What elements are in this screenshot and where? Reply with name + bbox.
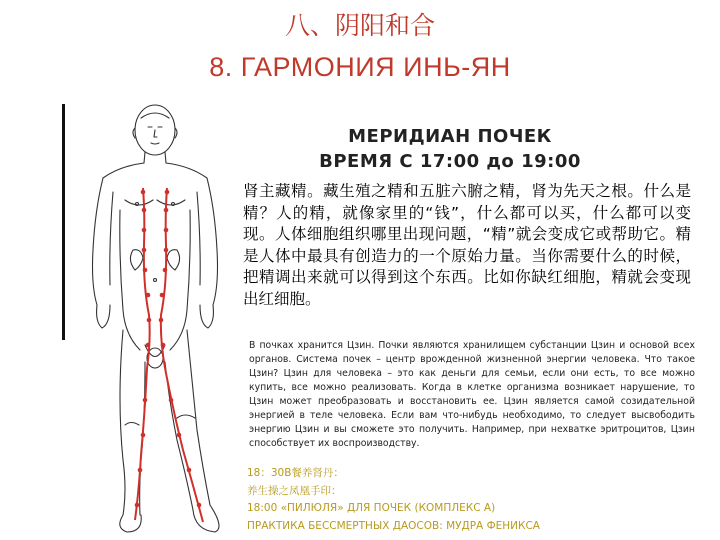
meridian-heading: МЕРИДИАН ПОЧЕК <box>348 126 552 147</box>
footer-line: 18：30B餐养肾丹： <box>247 467 344 479</box>
footer-notes <box>247 465 707 535</box>
kidney-meridian-body-illustration <box>65 100 235 540</box>
footer-line: 养生操之凤凰手印： <box>247 484 342 497</box>
chinese-paragraph: 肾主藏精。藏生殖之精和五脏六腑之精，肾为先天之根。什么是精？人的精，就像家里的“钱”，什么都可以买，什么都可以变现。人体细胞组织哪里出现问题，“精”就会变成它或帮助它。精是人体中最具有创造力的一个原始力量。当你需要什么的时候，把精调出来就可以得到这个东西。比如你缺红细胞，精就会变现出红细胞。 <box>243 182 691 308</box>
time-heading: ВРЕМЯ С 17:00 до 19:00 <box>319 151 581 172</box>
slide-title-russian: 8. ГАРМОНИЯ ИНЬ-ЯН <box>209 52 511 82</box>
footer-line: 18:00 «ПИЛЮЛЯ» ДЛЯ ПОЧЕК (КОМПЛЕКС А) <box>247 502 496 514</box>
russian-paragraph: В почках хранится Цзин. Почки являются хранилищем субстанции Цзин и основой всех органов. Система почек – центр врожденной жизненной энергии человека. Что такое Цзин? Цзин для человека – это как деньги для семьи, если они есть, то все можно купить, все можно реализовать. Когда в клетке организма возникает нарушение, то Цзин может преобразовать и восстановить ее. Цзин является самой созидательной энергией в теле человека. Если вам что-нибудь необходимо, то следует высвободить энергию Цзин и вы сможете это получить. Например, при нехватке эритроцитов, Цзин способствует их воспроизводству. <box>249 340 695 449</box>
slide-title-chinese: 八、阴阳和合 <box>284 11 435 40</box>
footer-line: ПРАКТИКА БЕССМЕРТНЫХ ДАОСОВ: МУДРА ФЕНИКСА <box>247 519 540 532</box>
